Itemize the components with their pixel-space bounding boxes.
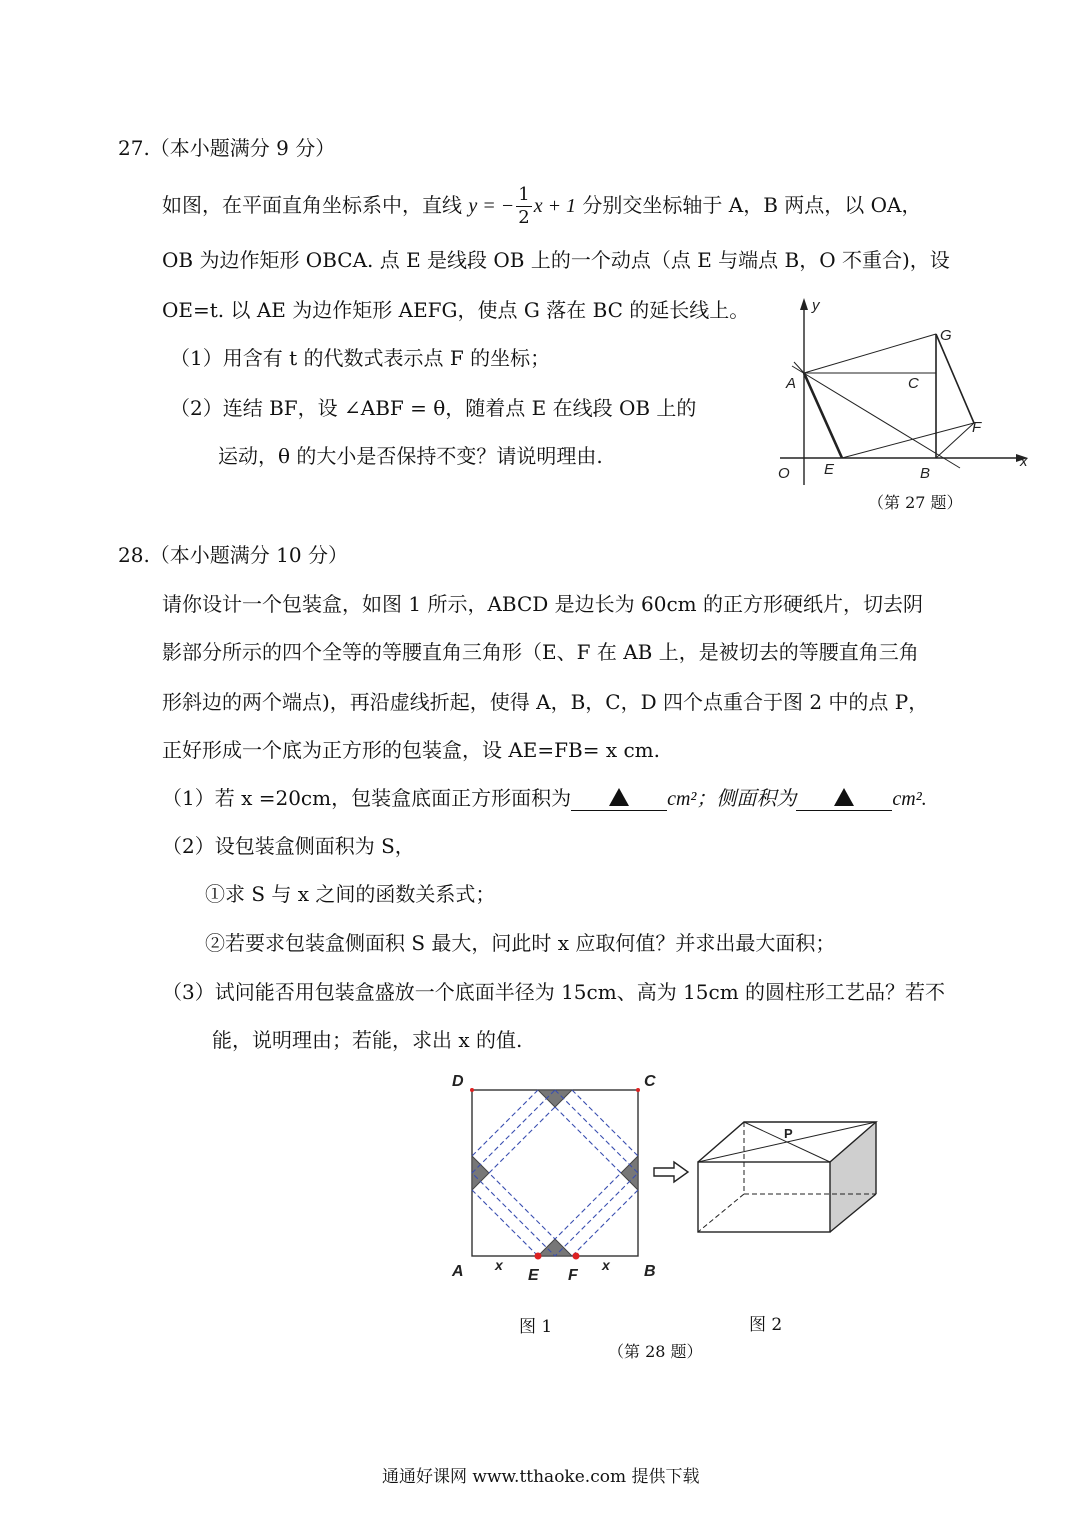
triangle-icon: [609, 788, 629, 806]
q27-line1-text-b: 分别交坐标轴于 A，B 两点，以 OA，: [582, 193, 922, 217]
fig27-label-A: A: [786, 375, 797, 392]
point-C: [636, 1088, 640, 1092]
q27-header: 27.（本小题满分 9 分）: [118, 136, 336, 160]
fig1-label-B: B: [644, 1263, 656, 1280]
fig1-label-D: D: [452, 1073, 464, 1090]
fold-line-1: [472, 1090, 538, 1156]
box-side-face: [830, 1122, 876, 1232]
q28-line3: 形斜边的两个端点)，再沿虚线折起，使得 A，B，C，D 四个点重合于图 2 中的点 P，: [162, 690, 929, 714]
triangle-icon: [834, 788, 854, 806]
fig27-label-F: F: [972, 419, 982, 436]
q27-eq-rhs: x + 1: [533, 195, 577, 217]
cut-triangle-top: [538, 1090, 572, 1107]
q28-caption: （第 28 题）: [608, 1342, 703, 1361]
fig1-label-x2: x: [602, 1257, 610, 1273]
q27-eq-numerator: 1: [518, 184, 530, 205]
q27-line1: [162, 186, 921, 227]
segment-A-extension: [794, 362, 804, 373]
q27-eq-denominator: 2: [518, 207, 530, 228]
square-ABCD: [472, 1090, 638, 1256]
cut-triangle-bottom: [538, 1239, 572, 1256]
fig1-label-x1: x: [495, 1257, 503, 1273]
q27-line1-text-a: 如图，在平面直角坐标系中，直线: [162, 193, 462, 217]
fold-line-inner: [489, 1107, 621, 1239]
fig1-label-A: A: [452, 1263, 464, 1280]
q28-header: 28.（本小题满分 10 分）: [118, 543, 348, 567]
q28-part2: （2）设包装盒侧面积为 S，: [162, 834, 415, 858]
q27-line2: OB 为边作矩形 OBCA. 点 E 是线段 OB 上的一个动点（点 E 与端点 B，O 不重合)，设: [162, 248, 950, 272]
q28-part1-unit2: cm².: [892, 788, 927, 810]
segment-FG: [936, 334, 974, 423]
y-axis-arrow-icon: [800, 298, 808, 310]
q28-line1: 请你设计一个包装盒，如图 1 所示，ABCD 是边长为 60cm 的正方形硬纸片，切去阴: [162, 592, 923, 616]
q28-fig2-caption: 图 2: [749, 1315, 783, 1335]
q28-part3: （3）试问能否用包装盒盛放一个底面半径为 15cm、高为 15cm 的圆柱形工艺品？若不: [162, 980, 946, 1004]
fig27-label-B: B: [920, 465, 931, 482]
fold-line-2: [572, 1090, 638, 1156]
fold-line-3: [472, 1190, 538, 1256]
answer-blank-base-area: [571, 786, 667, 811]
point-D: [470, 1088, 474, 1092]
q28-part1: [162, 782, 927, 811]
point-E: [535, 1253, 542, 1260]
fig27-label-y: y: [812, 297, 820, 314]
q28-part2-i: ①求 S 与 x 之间的函数关系式；: [205, 882, 496, 906]
fig27-label-x: x: [1020, 453, 1028, 470]
fig27-label-O: O: [778, 465, 790, 482]
cut-triangle-right: [621, 1156, 638, 1190]
fig1-label-E: E: [528, 1267, 539, 1284]
q28-fig1-caption: 图 1: [519, 1317, 553, 1337]
fig1-label-C: C: [644, 1073, 656, 1090]
q28-part3b: 能，说明理由；若能，求出 x 的值.: [212, 1028, 523, 1052]
line-AB: [792, 366, 960, 468]
fig27-label-E: E: [824, 461, 835, 478]
q27-eq-fraction: [516, 186, 531, 227]
hidden-edge-diagonal: [698, 1194, 744, 1232]
q28-line2: 影部分所示的四个全等的等腰直角三角形（E、F 在 AB 上，是被切去的等腰直角三角: [162, 640, 919, 664]
q27-caption: （第 27 题）: [868, 493, 963, 512]
answer-blank-side-area: [796, 786, 892, 811]
fig2-label-P: P: [784, 1126, 793, 1141]
q28-part1-text: （1）若 x =20cm，包装盒底面正方形面积为: [162, 786, 572, 810]
q27-part2b: 运动，θ 的大小是否保持不变？请说明理由.: [218, 444, 603, 468]
fig27-label-G: G: [940, 327, 952, 344]
segment-GA: [804, 334, 936, 373]
q27-part1: （1）用含有 t 的代数式表示点 F 的坐标；: [170, 346, 551, 370]
page-footer: 通通好课网 www.tthaoke.com 提供下载: [382, 1467, 700, 1487]
transform-arrow-icon: [652, 1160, 692, 1184]
fold-line-4: [572, 1190, 638, 1256]
point-F: [573, 1253, 580, 1260]
fig1-label-F: F: [568, 1267, 578, 1284]
fig27-label-C: C: [908, 375, 919, 392]
q28-line4: 正好形成一个底为正方形的包装盒，设 AE=FB= x cm.: [162, 738, 661, 762]
q28-figure2: [692, 1110, 882, 1240]
q28-part1-unit1: cm²；侧面积为: [667, 788, 797, 810]
cut-triangle-left: [472, 1156, 489, 1190]
q27-part2: （2）连结 BF，设 ∠ABF = θ，随着点 E 在线段 OB 上的: [170, 396, 697, 420]
fold-line-outer: [472, 1090, 638, 1256]
segment-AE: [804, 373, 842, 458]
q28-figure1: [440, 1062, 680, 1292]
q27-figure: [770, 290, 1040, 490]
box-front-face: [698, 1162, 830, 1232]
q27-line3: OE=t. 以 AE 为边作矩形 AEFG，使点 G 落在 BC 的延长线上。: [162, 298, 750, 322]
q28-part2-ii: ②若要求包装盒侧面积 S 最大，问此时 x 应取何值？并求出最大面积；: [205, 931, 836, 955]
segment-EF: [842, 423, 974, 458]
q27-eq-lhs: y = −: [468, 195, 515, 217]
